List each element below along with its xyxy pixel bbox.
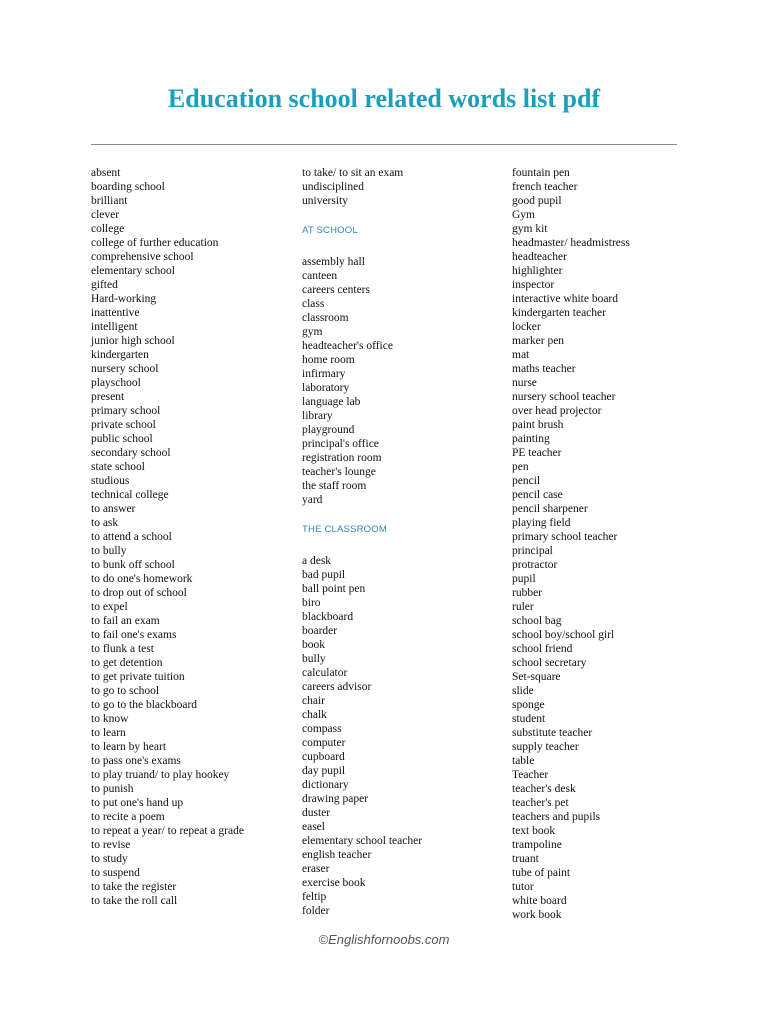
word-item: to go to school bbox=[91, 685, 160, 697]
word-item: elementary school teacher bbox=[302, 835, 423, 847]
word-item: to drop out of school bbox=[91, 587, 187, 599]
word-item: school bag bbox=[512, 615, 562, 627]
word-item: gym bbox=[302, 326, 323, 338]
word-column-2 bbox=[302, 166, 502, 918]
word-item: to take/ to sit an exam bbox=[302, 167, 404, 179]
word-item: language lab bbox=[302, 396, 361, 408]
word-item: assembly hall bbox=[302, 256, 365, 268]
word-item: french teacher bbox=[512, 181, 578, 193]
word-item: sponge bbox=[512, 699, 545, 711]
footer-credit: ©Englishfornoobs.com bbox=[318, 932, 450, 947]
word-item: blackboard bbox=[302, 611, 354, 623]
word-item: pen bbox=[512, 461, 529, 473]
word-item: playing field bbox=[512, 517, 571, 529]
word-item: elementary school bbox=[91, 265, 175, 277]
word-item: public school bbox=[91, 433, 153, 445]
word-item: playground bbox=[302, 424, 355, 436]
word-item: to recite a poem bbox=[91, 811, 165, 823]
word-item: headteacher bbox=[512, 251, 567, 263]
word-item: text book bbox=[512, 825, 556, 837]
word-item: technical college bbox=[91, 489, 169, 501]
word-item: to pass one's exams bbox=[91, 755, 181, 767]
word-item: university bbox=[302, 195, 348, 207]
word-item: home room bbox=[302, 354, 355, 366]
word-item: teacher's lounge bbox=[302, 466, 376, 478]
word-item: to fail one's exams bbox=[91, 629, 177, 641]
word-item: registration room bbox=[302, 452, 382, 464]
word-item: pupil bbox=[512, 573, 536, 585]
word-item: chalk bbox=[302, 709, 327, 721]
word-item: eraser bbox=[302, 863, 330, 875]
word-item: primary school teacher bbox=[512, 531, 618, 543]
word-item: school boy/school girl bbox=[512, 629, 615, 641]
section-heading-classroom: THE CLASSROOM bbox=[302, 524, 387, 535]
word-item: headteacher's office bbox=[302, 340, 393, 352]
word-item: computer bbox=[302, 737, 346, 749]
word-item: teacher's pet bbox=[512, 797, 569, 809]
word-item: PE teacher bbox=[512, 447, 562, 459]
word-item: kindergarten teacher bbox=[512, 307, 606, 319]
word-item: pencil sharpener bbox=[512, 503, 588, 515]
word-item: brilliant bbox=[91, 195, 128, 207]
word-item: boarder bbox=[302, 625, 338, 637]
word-item: infirmary bbox=[302, 368, 346, 380]
word-item: private school bbox=[91, 419, 156, 431]
word-item: school secretary bbox=[512, 657, 587, 669]
word-item: to repeat a year/ to repeat a grade bbox=[91, 825, 244, 837]
word-column-3 bbox=[512, 166, 712, 922]
word-item: Teacher bbox=[512, 769, 549, 781]
word-item: headmaster/ headmistress bbox=[512, 237, 630, 249]
word-item: to take the register bbox=[91, 881, 177, 893]
word-item: Set-square bbox=[512, 671, 561, 683]
word-item: Hard-working bbox=[91, 293, 157, 305]
word-column-1 bbox=[91, 166, 291, 908]
word-item: work book bbox=[512, 909, 562, 921]
word-item: school friend bbox=[512, 643, 573, 655]
word-item: nurse bbox=[512, 377, 537, 389]
word-item: to get private tuition bbox=[91, 671, 185, 683]
word-item: college of further education bbox=[91, 237, 219, 249]
word-item: to suspend bbox=[91, 867, 140, 879]
word-item: Gym bbox=[512, 209, 535, 221]
word-item: careers advisor bbox=[302, 681, 372, 693]
word-item: paint brush bbox=[512, 419, 564, 431]
word-item: feltip bbox=[302, 891, 327, 903]
word-item: english teacher bbox=[302, 849, 372, 861]
word-item: slide bbox=[512, 685, 534, 697]
word-item: maths teacher bbox=[512, 363, 576, 375]
word-item: state school bbox=[91, 461, 145, 473]
word-item: dictionary bbox=[302, 779, 349, 791]
word-item: college bbox=[91, 223, 125, 235]
word-item: nursery school bbox=[91, 363, 159, 375]
word-item: to take the roll call bbox=[91, 895, 178, 907]
word-item: ball point pen bbox=[302, 583, 366, 595]
word-item: fountain pen bbox=[512, 167, 570, 179]
word-item: biro bbox=[302, 597, 321, 609]
word-item: kindergarten bbox=[91, 349, 149, 361]
word-item: to bully bbox=[91, 545, 127, 557]
word-item: tutor bbox=[512, 881, 534, 893]
word-item: the staff room bbox=[302, 480, 367, 492]
word-item: bully bbox=[302, 653, 326, 665]
word-item: principal's office bbox=[302, 438, 379, 450]
word-item: class bbox=[302, 298, 325, 310]
word-item: calculator bbox=[302, 667, 348, 679]
word-item: trampoline bbox=[512, 839, 562, 851]
word-item: to fail an exam bbox=[91, 615, 160, 627]
title-divider bbox=[91, 144, 677, 145]
page-title: Education school related words list pdf bbox=[167, 84, 601, 113]
word-item: teachers and pupils bbox=[512, 811, 601, 823]
word-item: classroom bbox=[302, 312, 349, 324]
word-item: over head projector bbox=[512, 405, 602, 417]
word-item: to put one's hand up bbox=[91, 797, 184, 809]
word-item: boarding school bbox=[91, 181, 165, 193]
word-item: to ask bbox=[91, 517, 119, 529]
word-list-at-school bbox=[302, 255, 502, 507]
word-item: gym kit bbox=[512, 223, 548, 235]
word-item: interactive white board bbox=[512, 293, 619, 305]
word-item: rubber bbox=[512, 587, 543, 599]
word-item: to learn by heart bbox=[91, 741, 167, 753]
word-item: to learn bbox=[91, 727, 126, 739]
word-item: absent bbox=[91, 167, 121, 179]
word-item: secondary school bbox=[91, 447, 171, 459]
word-item: day pupil bbox=[302, 765, 346, 777]
word-item: cupboard bbox=[302, 751, 345, 763]
word-item: primary school bbox=[91, 405, 161, 417]
word-item: to get detention bbox=[91, 657, 163, 669]
word-item: laboratory bbox=[302, 382, 350, 394]
word-item: to punish bbox=[91, 783, 134, 795]
word-item: good pupil bbox=[512, 195, 562, 207]
word-item: undisciplined bbox=[302, 181, 364, 193]
word-item: library bbox=[302, 410, 333, 422]
word-item: protractor bbox=[512, 559, 558, 571]
word-item: to study bbox=[91, 853, 128, 865]
word-item: duster bbox=[302, 807, 331, 819]
word-item: supply teacher bbox=[512, 741, 579, 753]
word-item: present bbox=[91, 391, 125, 403]
word-item: to attend a school bbox=[91, 531, 172, 543]
word-item: marker pen bbox=[512, 335, 565, 347]
word-item: folder bbox=[302, 905, 330, 917]
word-list-classroom bbox=[302, 554, 502, 918]
word-item: highlighter bbox=[512, 265, 563, 277]
word-item: painting bbox=[512, 433, 550, 445]
word-item: to bunk off school bbox=[91, 559, 175, 571]
word-item: ruler bbox=[512, 601, 534, 613]
word-item: clever bbox=[91, 209, 120, 221]
word-item: nursery school teacher bbox=[512, 391, 616, 403]
word-item: to go to the blackboard bbox=[91, 699, 198, 711]
word-item: truant bbox=[512, 853, 539, 865]
word-item: playschool bbox=[91, 377, 141, 389]
word-item: teacher's desk bbox=[512, 783, 576, 795]
word-item: inattentive bbox=[91, 307, 140, 319]
word-item: pencil bbox=[512, 475, 541, 487]
word-item: student bbox=[512, 713, 546, 725]
word-item: studious bbox=[91, 475, 130, 487]
word-item: locker bbox=[512, 321, 541, 333]
word-item: book bbox=[302, 639, 325, 651]
word-item: to revise bbox=[91, 839, 131, 851]
word-item: to expel bbox=[91, 601, 128, 613]
word-item: gifted bbox=[91, 279, 118, 291]
word-item: inspector bbox=[512, 279, 555, 291]
word-item: substitute teacher bbox=[512, 727, 593, 739]
word-item: easel bbox=[302, 821, 325, 833]
word-item: junior high school bbox=[91, 335, 175, 347]
word-item: to flunk a test bbox=[91, 643, 154, 655]
word-item: comprehensive school bbox=[91, 251, 194, 263]
word-list-general bbox=[302, 166, 502, 208]
word-item: careers centers bbox=[302, 284, 370, 296]
word-item: mat bbox=[512, 349, 530, 361]
word-item: chair bbox=[302, 695, 325, 707]
word-item: white board bbox=[512, 895, 567, 907]
word-item: a desk bbox=[302, 555, 332, 567]
word-item: compass bbox=[302, 723, 342, 735]
word-item: exercise book bbox=[302, 877, 366, 889]
word-item: to play truand/ to play hookey bbox=[91, 769, 230, 781]
word-item: pencil case bbox=[512, 489, 563, 501]
word-item: to know bbox=[91, 713, 129, 725]
word-item: canteen bbox=[302, 270, 338, 282]
word-item: tube of paint bbox=[512, 867, 571, 879]
word-item: yard bbox=[302, 494, 323, 506]
word-item: drawing paper bbox=[302, 793, 369, 805]
word-item: table bbox=[512, 755, 535, 767]
word-item: bad pupil bbox=[302, 569, 346, 581]
word-item: to do one's homework bbox=[91, 573, 193, 585]
word-item: principal bbox=[512, 545, 553, 557]
section-heading-at-school: AT SCHOOL bbox=[302, 225, 358, 236]
word-item: intelligent bbox=[91, 321, 138, 333]
word-item: to answer bbox=[91, 503, 136, 515]
